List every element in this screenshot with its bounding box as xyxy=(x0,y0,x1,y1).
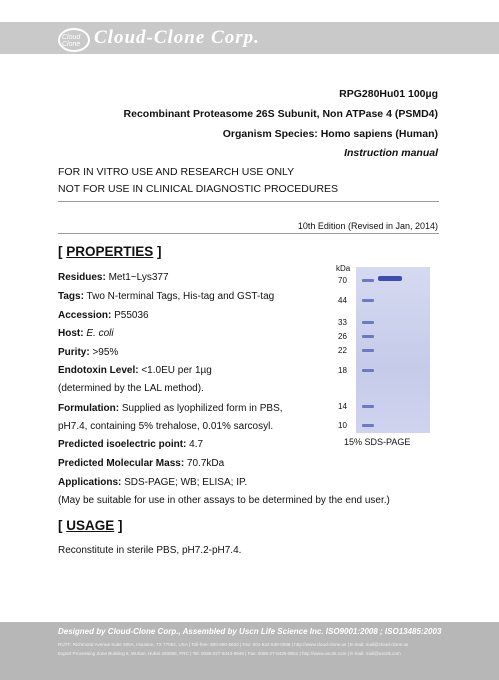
bracket-open: [ xyxy=(58,518,67,533)
tags-label: Tags: xyxy=(58,291,84,302)
applications-value: SDS-PAGE; WB; ELISA; IP. xyxy=(121,477,248,488)
gel-marker-band xyxy=(362,299,374,302)
molecular-mass-row xyxy=(58,458,224,469)
diagnostic-use-notice: NOT FOR USE IN CLINICAL DIAGNOSTIC PROCEDURES xyxy=(58,183,339,195)
endotoxin-row xyxy=(58,365,212,376)
divider xyxy=(58,201,439,202)
formulation-value: Supplied as lyophilized form in PBS, xyxy=(119,403,283,414)
bracket-open: [ xyxy=(58,244,67,259)
properties-heading xyxy=(58,244,162,259)
host-label: Host: xyxy=(58,328,84,339)
edition-info: 10th Edition (Revised in Jan, 2014) xyxy=(297,221,438,231)
gel-marker-band xyxy=(362,424,374,427)
host-row xyxy=(58,328,114,339)
marker-label: 26 xyxy=(338,332,347,341)
logo-mark-text: Cloud Clone xyxy=(62,34,81,48)
accession-label: Accession: xyxy=(58,310,112,321)
document-type: Instruction manual xyxy=(344,147,438,159)
catalog-number: RPG280Hu01 100µg xyxy=(339,88,438,100)
pi-value: 4.7 xyxy=(186,439,204,450)
gel-unit-label: kDa xyxy=(336,264,351,273)
applications-note: (May be suitable for use in other assays to be determined by the end user.) xyxy=(58,495,390,506)
tags-row xyxy=(58,291,274,302)
marker-label: 44 xyxy=(338,296,347,305)
tags-value: Two N-terminal Tags, His-tag and GST-tag xyxy=(83,291,275,302)
purity-label: Purity: xyxy=(58,347,90,358)
residues-row xyxy=(58,272,169,283)
marker-label: 33 xyxy=(338,318,347,327)
marker-label: 14 xyxy=(338,402,347,411)
formulation-line2: pH7.4, containing 5% trehalose, 0.01% sarcosyl. xyxy=(58,421,274,432)
endotoxin-note: (determined by the LAL method). xyxy=(58,383,204,394)
gel-protein-band xyxy=(378,276,402,281)
research-use-notice: FOR IN VITRO USE AND RESEARCH USE ONLY xyxy=(58,166,295,178)
product-name: Recombinant Proteasome 26S Subunit, Non ATPase 4 (PSMD4) xyxy=(123,108,438,120)
mw-value: 70.7kDa xyxy=(184,458,225,469)
usage-instructions: Reconstitute in sterile PBS, pH7.2-pH7.4. xyxy=(58,545,242,556)
company-logo-icon xyxy=(58,28,90,52)
gel-marker-band xyxy=(362,321,374,324)
gel-caption: 15% SDS-PAGE xyxy=(344,437,411,447)
isoelectric-point-row xyxy=(58,439,203,450)
company-name: Cloud-Clone Corp. xyxy=(94,27,260,48)
usage-title: USAGE xyxy=(66,518,115,533)
gel-marker-band xyxy=(362,279,374,282)
endotoxin-value: <1.0EU per 1µg xyxy=(138,365,212,376)
host-value: E. coli xyxy=(86,328,114,339)
applications-label: Applications: xyxy=(58,477,122,488)
bracket-close: ] xyxy=(114,518,123,533)
marker-label: 10 xyxy=(338,421,347,430)
pi-label: Predicted isoelectric point: xyxy=(58,439,187,450)
organism-species: Organism Species: Homo sapiens (Human) xyxy=(222,128,438,140)
header xyxy=(0,0,499,72)
mw-label: Predicted Molecular Mass: xyxy=(58,458,185,469)
endotoxin-label: Endotoxin Level: xyxy=(58,365,139,376)
divider xyxy=(58,233,439,234)
residues-value: Met1~Lys377 xyxy=(105,272,169,283)
residues-label: Residues: xyxy=(58,272,106,283)
gel-marker-band xyxy=(362,369,374,372)
footer-china-address: Export Processing Zone Building 6, Wuhan, Hubei 430056, PRC | Tel: 0086-027-8443-8949 | Fax: 0086-27-8425-9551 | http://www.uscnk.com | E-mail: mail@uscnk.com xyxy=(58,651,401,656)
usage-heading xyxy=(58,518,123,533)
accession-row xyxy=(58,310,149,321)
formulation-label: Formulation: xyxy=(58,403,120,414)
applications-row xyxy=(58,477,247,488)
accession-value: P55036 xyxy=(111,310,149,321)
marker-label: 70 xyxy=(338,276,347,285)
bracket-close: ] xyxy=(153,244,162,259)
footer-usa-address: RUTF: Richmond Avenue Suite 300A, Houston, TX 77082, USA | Toll-free: 800-990-5620 | Fax: 001-832-538-0088 | http://www.cloud-clone.us | E-mail: mail@cloud-clone.us xyxy=(58,642,409,647)
formulation-row xyxy=(58,403,283,414)
footer-credits: Designed by Cloud-Clone Corp., Assembled by Uscn Life Science Inc. ISO9001:2008 ; ISO13485:2003 xyxy=(58,627,442,636)
properties-title: PROPERTIES xyxy=(66,244,154,259)
gel-marker-band xyxy=(362,335,374,338)
purity-value: >95% xyxy=(89,347,119,358)
gel-marker-band xyxy=(362,405,374,408)
gel-marker-band xyxy=(362,349,374,352)
marker-label: 18 xyxy=(338,366,347,375)
purity-row xyxy=(58,347,118,358)
marker-label: 22 xyxy=(338,346,347,355)
